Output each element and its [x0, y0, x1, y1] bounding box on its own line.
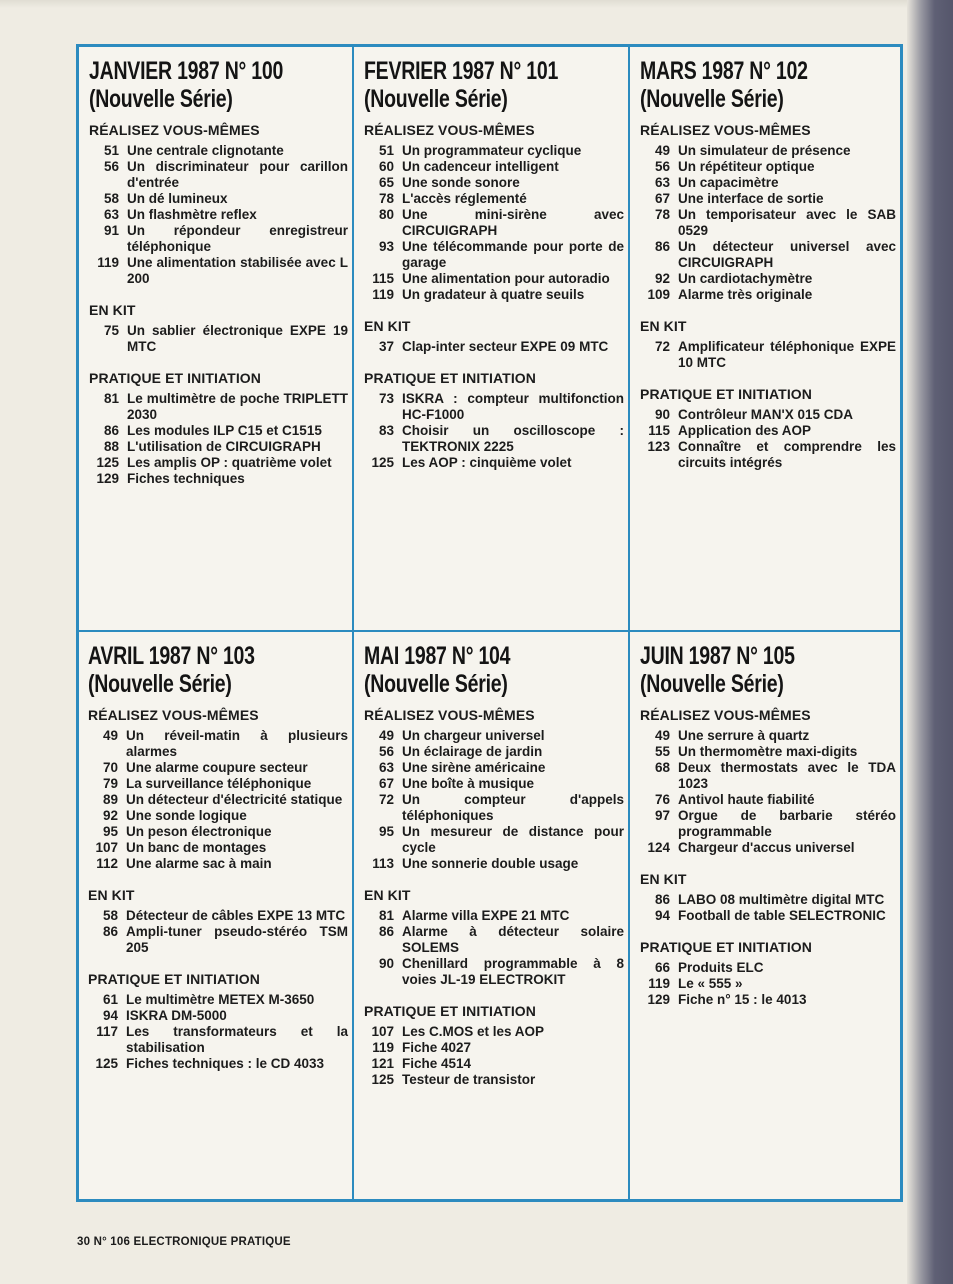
article-page-number: 115 [372, 271, 394, 286]
issue-title-line: MARS 1987 N° 102 [640, 57, 808, 85]
section-heading: RÉALISEZ VOUS-MÊMES [89, 122, 260, 138]
article-title: Ampli-tuner pseudo-stéréo TSM 205 [126, 924, 348, 955]
issue-cell [79, 47, 354, 632]
article-page-number: 56 [103, 159, 119, 174]
article-title: Une alarme sac à main [126, 856, 272, 871]
article-page-number: 90 [378, 956, 394, 971]
article-page-number: 94 [654, 908, 670, 923]
article-page-number: 92 [102, 808, 118, 823]
article-page-number: 91 [103, 223, 119, 238]
article-page-number: 37 [378, 339, 394, 354]
page-top-strip [0, 0, 953, 8]
article-title: Alarme très originale [678, 287, 813, 302]
article-entry [640, 407, 900, 423]
article-title: Un chargeur universel [402, 728, 545, 743]
article-title: Une sirène américaine [402, 760, 546, 775]
article-entry [640, 976, 900, 992]
section-heading: RÉALISEZ VOUS-MÊMES [364, 122, 535, 138]
article-entry [88, 1008, 352, 1024]
issue-title-line: JUIN 1987 N° 105 [640, 642, 795, 670]
article-entry [640, 760, 900, 792]
article-entry [364, 956, 628, 988]
article-entry [364, 391, 628, 423]
article-title: Les C.MOS et les AOP [402, 1024, 545, 1039]
article-page-number: 93 [378, 239, 394, 254]
section-heading: RÉALISEZ VOUS-MÊMES [640, 707, 811, 723]
article-entry [640, 808, 900, 840]
article-page-number: 51 [103, 143, 119, 158]
article-list [640, 407, 900, 471]
issue-title [640, 642, 900, 698]
article-page-number: 78 [654, 207, 670, 222]
article-page-number: 81 [378, 908, 394, 923]
article-entry [88, 1024, 352, 1056]
article-title: Un cadenceur intelligent [402, 159, 559, 174]
article-page-number: 115 [648, 423, 670, 438]
section-heading: EN KIT [640, 871, 687, 887]
article-title: Les modules ILP C15 et C1515 [127, 423, 322, 438]
article-entry [640, 207, 900, 239]
section-heading: PRATIQUE ET INITIATION [364, 370, 537, 386]
article-title: Orgue de barbarie stéréo programmable [678, 808, 896, 839]
article-entry [364, 744, 628, 760]
article-entry [364, 339, 628, 355]
article-title: Une serrure à quartz [678, 728, 810, 743]
article-entry [88, 824, 352, 840]
article-list [364, 1024, 628, 1088]
article-title: Une mini-sirène avec CIRCUIGRAPH [402, 207, 624, 238]
article-entry [364, 287, 628, 303]
article-title: Un simulateur de présence [678, 143, 851, 158]
section-heading: PRATIQUE ET INITIATION [640, 939, 813, 955]
article-title: Fiche 4027 [402, 1040, 472, 1055]
article-page-number: 129 [647, 992, 670, 1007]
issue-cell [630, 47, 900, 632]
article-title: Une alimentation pour autoradio [402, 271, 610, 286]
article-entry [640, 423, 900, 439]
article-list [88, 908, 352, 956]
article-entry [364, 1056, 628, 1072]
article-page-number: 119 [372, 1040, 394, 1055]
article-title: Une centrale clignotante [127, 143, 284, 158]
article-page-number: 107 [95, 840, 118, 855]
article-page-number: 86 [378, 924, 394, 939]
article-entry [640, 287, 900, 303]
article-entry [364, 143, 628, 159]
article-page-number: 125 [371, 1072, 394, 1087]
article-list [640, 339, 900, 371]
issue-title-line: JANVIER 1987 N° 100 [89, 57, 284, 85]
article-page-number: 97 [654, 808, 670, 823]
article-page-number: 60 [378, 159, 394, 174]
article-entry [640, 239, 900, 271]
article-title: Choisir un oscilloscope : TEKTRONIX 2225 [402, 423, 624, 454]
article-entry [88, 1056, 352, 1072]
article-title: Un sablier électronique EXPE 19 MTC [127, 323, 348, 354]
article-title: Un peson électronique [126, 824, 272, 839]
article-title: Un dé lumineux [127, 191, 228, 206]
article-entry [88, 760, 352, 776]
article-title: Une sonnerie double usage [402, 856, 579, 871]
article-entry [364, 175, 628, 191]
article-title: Un programmateur cyclique [402, 143, 582, 158]
article-title: Clap-inter secteur EXPE 09 MTC [402, 339, 609, 354]
section-heading: RÉALISEZ VOUS-MÊMES [364, 707, 535, 723]
article-page-number: 86 [654, 892, 670, 907]
article-page-number: 58 [102, 908, 118, 923]
article-page-number: 56 [654, 159, 670, 174]
article-entry [364, 239, 628, 271]
article-title: Les amplis OP : quatrième volet [127, 455, 332, 470]
article-page-number: 119 [97, 255, 119, 270]
article-entry [88, 856, 352, 872]
article-entry [89, 159, 352, 191]
article-page-number: 88 [103, 439, 119, 454]
article-entry [88, 840, 352, 856]
article-entry [640, 960, 900, 976]
article-title: Un flashmètre reflex [127, 207, 257, 222]
article-entry [88, 992, 352, 1008]
article-title: Un capacimètre [678, 175, 779, 190]
article-page-number: 121 [371, 1056, 394, 1071]
article-entry [89, 391, 352, 423]
issue-subtitle: (Nouvelle Série) [89, 85, 233, 113]
article-title: ISKRA DM-5000 [126, 1008, 227, 1023]
article-page-number: 81 [103, 391, 119, 406]
article-title: Amplificateur téléphonique EXPE 10 MTC [678, 339, 896, 370]
article-list [364, 339, 628, 355]
article-entry [640, 191, 900, 207]
article-page-number: 86 [654, 239, 670, 254]
article-title: Un répondeur enregistreur téléphonique [127, 223, 348, 254]
article-entry [364, 792, 628, 824]
article-entry [89, 191, 352, 207]
article-title: Chargeur d'accus universel [678, 840, 855, 855]
article-title: Un thermomètre maxi-digits [678, 744, 858, 759]
article-list [364, 143, 628, 303]
article-title: Un détecteur universel avec CIRCUIGRAPH [678, 239, 896, 270]
article-entry [88, 792, 352, 808]
article-page-number: 80 [378, 207, 394, 222]
article-page-number: 63 [378, 760, 394, 775]
article-title: LABO 08 multimètre digital MTC [678, 892, 885, 907]
article-title: Deux thermostats avec le TDA 1023 [678, 760, 896, 791]
article-page-number: 58 [103, 191, 119, 206]
section-heading: EN KIT [88, 887, 135, 903]
article-entry [364, 455, 628, 471]
article-page-number: 125 [371, 455, 394, 470]
article-entry [89, 323, 352, 355]
article-page-number: 90 [654, 407, 670, 422]
issue-title [88, 642, 352, 698]
article-entry [364, 1040, 628, 1056]
article-page-number: 73 [378, 391, 394, 406]
article-entry [89, 439, 352, 455]
article-list [89, 391, 352, 487]
article-entry [364, 760, 628, 776]
article-title: Chenillard programmable à 8 voies JL-19 ELECTROKIT [402, 956, 624, 987]
article-entry [640, 143, 900, 159]
article-title: Un répétiteur optique [678, 159, 815, 174]
article-page-number: 107 [371, 1024, 394, 1039]
article-title: Un cardiotachymètre [678, 271, 813, 286]
article-title: Une télécommande pour porte de garage [402, 239, 624, 270]
article-entry [364, 856, 628, 872]
section-heading: PRATIQUE ET INITIATION [89, 370, 262, 386]
adjacent-page-edge [907, 0, 953, 1284]
article-list [640, 960, 900, 1008]
article-title: Un mesureur de distance pour cycle [402, 824, 624, 855]
section-heading: PRATIQUE ET INITIATION [640, 386, 813, 402]
article-title: Le multimètre METEX M-3650 [126, 992, 315, 1007]
article-title: Le « 555 » [678, 976, 743, 991]
section-heading: RÉALISEZ VOUS-MÊMES [88, 707, 259, 723]
article-entry [364, 924, 628, 956]
article-title: L'utilisation de CIRCUIGRAPH [127, 439, 321, 454]
article-page-number: 49 [102, 728, 118, 743]
article-entry [364, 207, 628, 239]
article-entry [640, 992, 900, 1008]
issue-index-grid [76, 44, 903, 1202]
article-page-number: 124 [647, 840, 670, 855]
article-page-number: 51 [378, 143, 394, 158]
article-page-number: 67 [654, 191, 670, 206]
section-heading: EN KIT [364, 318, 411, 334]
article-page-number: 72 [654, 339, 670, 354]
article-entry [89, 423, 352, 439]
section-heading: PRATIQUE ET INITIATION [364, 1003, 537, 1019]
article-page-number: 55 [654, 744, 670, 759]
article-page-number: 95 [378, 824, 394, 839]
article-entry [364, 191, 628, 207]
article-title: Détecteur de câbles EXPE 13 MTC [126, 908, 346, 923]
article-page-number: 119 [372, 287, 394, 302]
issue-title [640, 57, 900, 113]
article-title: Une sonde sonore [402, 175, 520, 190]
article-title: Alarme à détecteur solaire SOLEMS [402, 924, 624, 955]
article-list [89, 323, 352, 355]
article-page-number: 49 [378, 728, 394, 743]
issue-title [364, 642, 628, 698]
article-page-number: 109 [647, 287, 670, 302]
article-title: Football de table SELECTRONIC [678, 908, 886, 923]
article-title: Un discriminateur pour carillon d'entrée [127, 159, 348, 190]
article-list [89, 143, 352, 287]
article-title: Produits ELC [678, 960, 764, 975]
article-entry [364, 776, 628, 792]
article-entry [640, 339, 900, 371]
article-page-number: 117 [96, 1024, 118, 1039]
section-heading: EN KIT [640, 318, 687, 334]
article-page-number: 67 [378, 776, 394, 791]
article-title: Un détecteur d'électricité statique [126, 792, 343, 807]
section-heading: EN KIT [89, 302, 136, 318]
article-title: Un réveil-matin à plusieurs alarmes [126, 728, 348, 759]
article-entry [640, 744, 900, 760]
article-list [364, 908, 628, 988]
issue-subtitle: (Nouvelle Série) [364, 85, 508, 113]
article-page-number: 63 [654, 175, 670, 190]
article-title: Un compteur d'appels téléphoniques [402, 792, 624, 823]
article-entry [640, 271, 900, 287]
article-entry [89, 455, 352, 471]
article-title: Un temporisateur avec le SAB 0529 [678, 207, 896, 238]
article-title: Une boîte à musique [402, 776, 535, 791]
issue-title-line: AVRIL 1987 N° 103 [88, 642, 255, 670]
article-title: Le multimètre de poche TRIPLETT 2030 [127, 391, 348, 422]
issue-cell [630, 632, 900, 1199]
article-list [364, 728, 628, 872]
article-entry [640, 840, 900, 856]
article-title: Une alimentation stabilisée avec L 200 [127, 255, 348, 286]
article-entry [640, 908, 900, 924]
issue-title [364, 57, 628, 113]
section-heading: RÉALISEZ VOUS-MÊMES [640, 122, 811, 138]
article-entry [364, 423, 628, 455]
article-page-number: 75 [103, 323, 119, 338]
article-page-number: 83 [378, 423, 394, 438]
page-footer: 30 N° 106 ELECTRONIQUE PRATIQUE [77, 1236, 291, 1248]
article-list [88, 728, 352, 872]
article-page-number: 86 [103, 423, 119, 438]
article-page-number: 125 [96, 455, 119, 470]
article-page-number: 78 [378, 191, 394, 206]
article-title: Une alarme coupure secteur [126, 760, 308, 775]
article-page-number: 94 [102, 1008, 118, 1023]
article-entry [364, 1072, 628, 1088]
article-title: L'accès réglementé [402, 191, 527, 206]
article-entry [89, 223, 352, 255]
article-title: Alarme villa EXPE 21 MTC [402, 908, 570, 923]
article-page-number: 49 [654, 143, 670, 158]
article-entry [88, 808, 352, 824]
article-list [364, 391, 628, 471]
article-entry [89, 471, 352, 487]
article-title: La surveillance téléphonique [126, 776, 312, 791]
article-title: Un gradateur à quatre seuils [402, 287, 585, 302]
article-entry [640, 892, 900, 908]
article-page-number: 68 [654, 760, 670, 775]
issue-cell [354, 632, 630, 1199]
article-entry [364, 159, 628, 175]
article-page-number: 65 [378, 175, 394, 190]
article-page-number: 70 [102, 760, 118, 775]
article-entry [364, 271, 628, 287]
article-page-number: 49 [654, 728, 670, 743]
article-list [640, 728, 900, 856]
issue-cell [354, 47, 630, 632]
article-title: Antivol haute fiabilité [678, 792, 815, 807]
article-entry [364, 1024, 628, 1040]
article-page-number: 79 [102, 776, 118, 791]
issue-subtitle: (Nouvelle Série) [88, 670, 232, 698]
article-entry [88, 924, 352, 956]
article-title: Les transformateurs et la stabilisation [126, 1024, 348, 1055]
issue-title-line: FEVRIER 1987 N° 101 [364, 57, 559, 85]
issue-cell [79, 632, 354, 1199]
article-title: Contrôleur MAN'X 015 CDA [678, 407, 853, 422]
article-title: Une interface de sortie [678, 191, 824, 206]
article-title: Un banc de montages [126, 840, 267, 855]
article-title: Application des AOP [678, 423, 812, 438]
article-list [640, 892, 900, 924]
article-entry [89, 255, 352, 287]
section-heading: PRATIQUE ET INITIATION [88, 971, 261, 987]
article-entry [88, 908, 352, 924]
article-page-number: 113 [372, 856, 394, 871]
article-page-number: 61 [102, 992, 118, 1007]
article-entry [88, 728, 352, 760]
article-entry [640, 792, 900, 808]
article-title: Un éclairage de jardin [402, 744, 543, 759]
issue-title-line: MAI 1987 N° 104 [364, 642, 511, 670]
article-title: Fiches techniques : le CD 4033 [126, 1056, 325, 1071]
article-entry [640, 439, 900, 471]
article-title: Une sonde logique [126, 808, 247, 823]
article-entry [364, 908, 628, 924]
article-page-number: 125 [95, 1056, 118, 1071]
article-page-number: 95 [102, 824, 118, 839]
article-page-number: 56 [378, 744, 394, 759]
article-page-number: 123 [647, 439, 670, 454]
article-entry [364, 728, 628, 744]
article-title: Connaître et comprendre les circuits intégrés [678, 439, 896, 470]
article-page-number: 119 [648, 976, 670, 991]
article-list [88, 992, 352, 1072]
article-title: Fiches techniques [127, 471, 245, 486]
section-heading: EN KIT [364, 887, 411, 903]
article-list [640, 143, 900, 303]
article-entry [640, 728, 900, 744]
article-title: Fiche n° 15 : le 4013 [678, 992, 807, 1007]
article-title: Testeur de transistor [402, 1072, 536, 1087]
article-entry [640, 159, 900, 175]
article-entry [89, 143, 352, 159]
article-page-number: 66 [654, 960, 670, 975]
article-entry [640, 175, 900, 191]
article-title: Fiche 4514 [402, 1056, 472, 1071]
article-page-number: 92 [654, 271, 670, 286]
article-title: Les AOP : cinquième volet [402, 455, 572, 470]
issue-title [89, 57, 352, 113]
article-page-number: 63 [103, 207, 119, 222]
article-page-number: 89 [102, 792, 118, 807]
article-page-number: 129 [96, 471, 119, 486]
article-page-number: 72 [378, 792, 394, 807]
issue-subtitle: (Nouvelle Série) [640, 670, 784, 698]
issue-subtitle: (Nouvelle Série) [640, 85, 784, 113]
article-page-number: 76 [654, 792, 670, 807]
article-entry [88, 776, 352, 792]
article-entry [89, 207, 352, 223]
article-title: ISKRA : compteur multifonction HC-F1000 [402, 391, 624, 422]
article-entry [364, 824, 628, 856]
article-page-number: 86 [102, 924, 118, 939]
article-page-number: 112 [96, 856, 118, 871]
issue-subtitle: (Nouvelle Série) [364, 670, 508, 698]
